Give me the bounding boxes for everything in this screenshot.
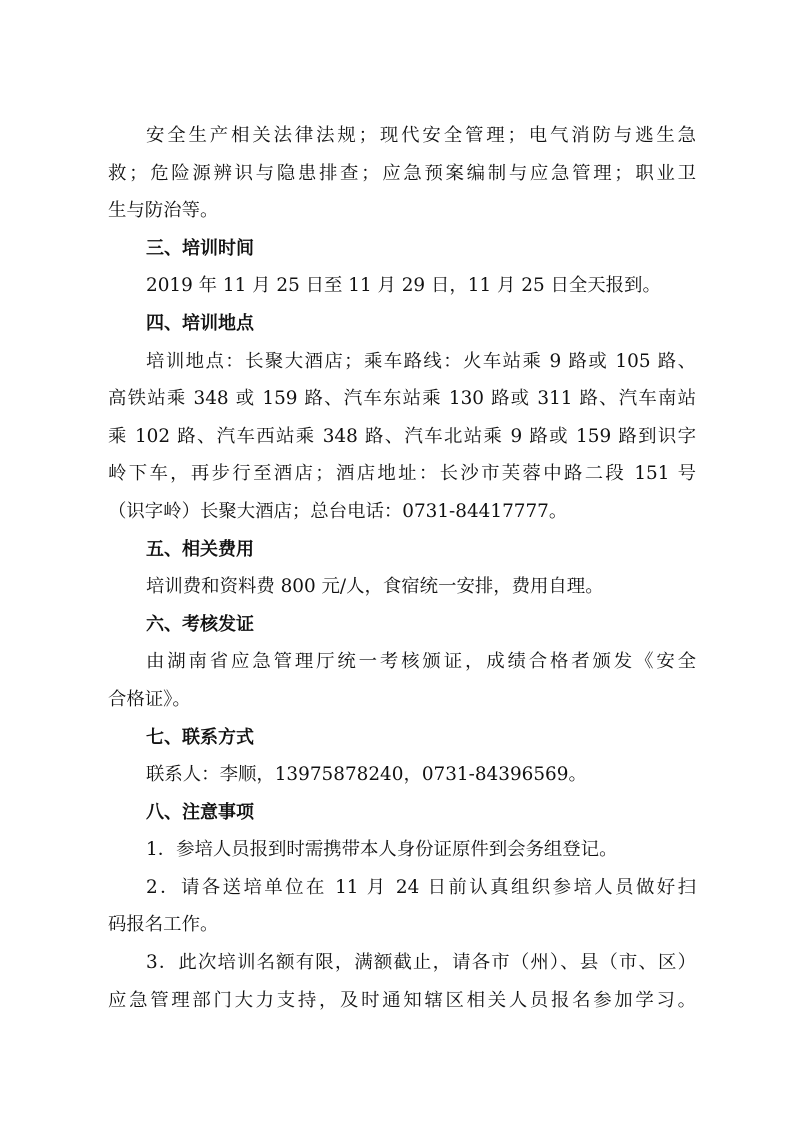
section-heading: 六、考核发证	[146, 613, 254, 635]
text-line: 安全生产相关法律法规；现代安全管理；电气消防与逃生急	[146, 125, 696, 146]
section-heading: 三、培训时间	[146, 237, 254, 259]
text-line: 生与防治等。	[108, 200, 219, 222]
text-line: 救；危险源辨识与隐患排查；应急预案编制与应急管理；职业卫	[108, 162, 696, 184]
text-line: 由湖南省应急管理厅统一考核颁证，成绩合格者颁发《安全	[146, 651, 696, 673]
text-line: 乘 102 路、汽车西站乘 348 路、汽车北站乘 9 路或 159 路到识字	[108, 425, 696, 447]
text-line: 3．此次培训名额有限，满额截止，请各市（州）、县（市、区）	[146, 952, 696, 974]
text-line: 2019 年 11 月 25 日至 11 月 29 日，11 月 25 日全天报到。	[146, 275, 661, 297]
text-line: 合格证》。	[108, 688, 191, 710]
section-heading: 五、相关费用	[146, 538, 254, 560]
text-line: 码报名工作。	[108, 914, 219, 936]
text-line: 培训费和资料费 800 元/人，食宿统一安排，费用自理。	[146, 576, 604, 598]
section-heading: 七、联系方式	[146, 726, 254, 748]
text-line: 应急管理部门大力支持，及时通知辖区相关人员报名参加学习。	[108, 989, 696, 1011]
text-line: 培训地点：长聚大酒店；乘车路线：火车站乘 9 路或 105 路、	[146, 350, 696, 372]
document-body	[108, 117, 696, 1019]
section-heading: 八、注意事项	[146, 801, 254, 823]
text-line: 高铁站乘 348 或 159 路、汽车东站乘 130 路或 311 路、汽车南站	[108, 388, 696, 410]
text-line: 1．参培人员报到时需携带本人身份证原件到会务组登记。	[146, 839, 618, 861]
section-heading: 四、培训地点	[146, 312, 254, 334]
text-line: （识字岭）长聚大酒店；总台电话：0731-84417777。	[108, 500, 568, 522]
text-line: 岭下车，再步行至酒店；酒店地址：长沙市芙蓉中路二段 151 号	[108, 463, 696, 485]
text-line: 联系人：李顺，13975878240，0731-84396569。	[146, 764, 587, 786]
text-line: 2．请各送培单位在 11 月 24 日前认真组织参培人员做好扫	[146, 876, 696, 898]
